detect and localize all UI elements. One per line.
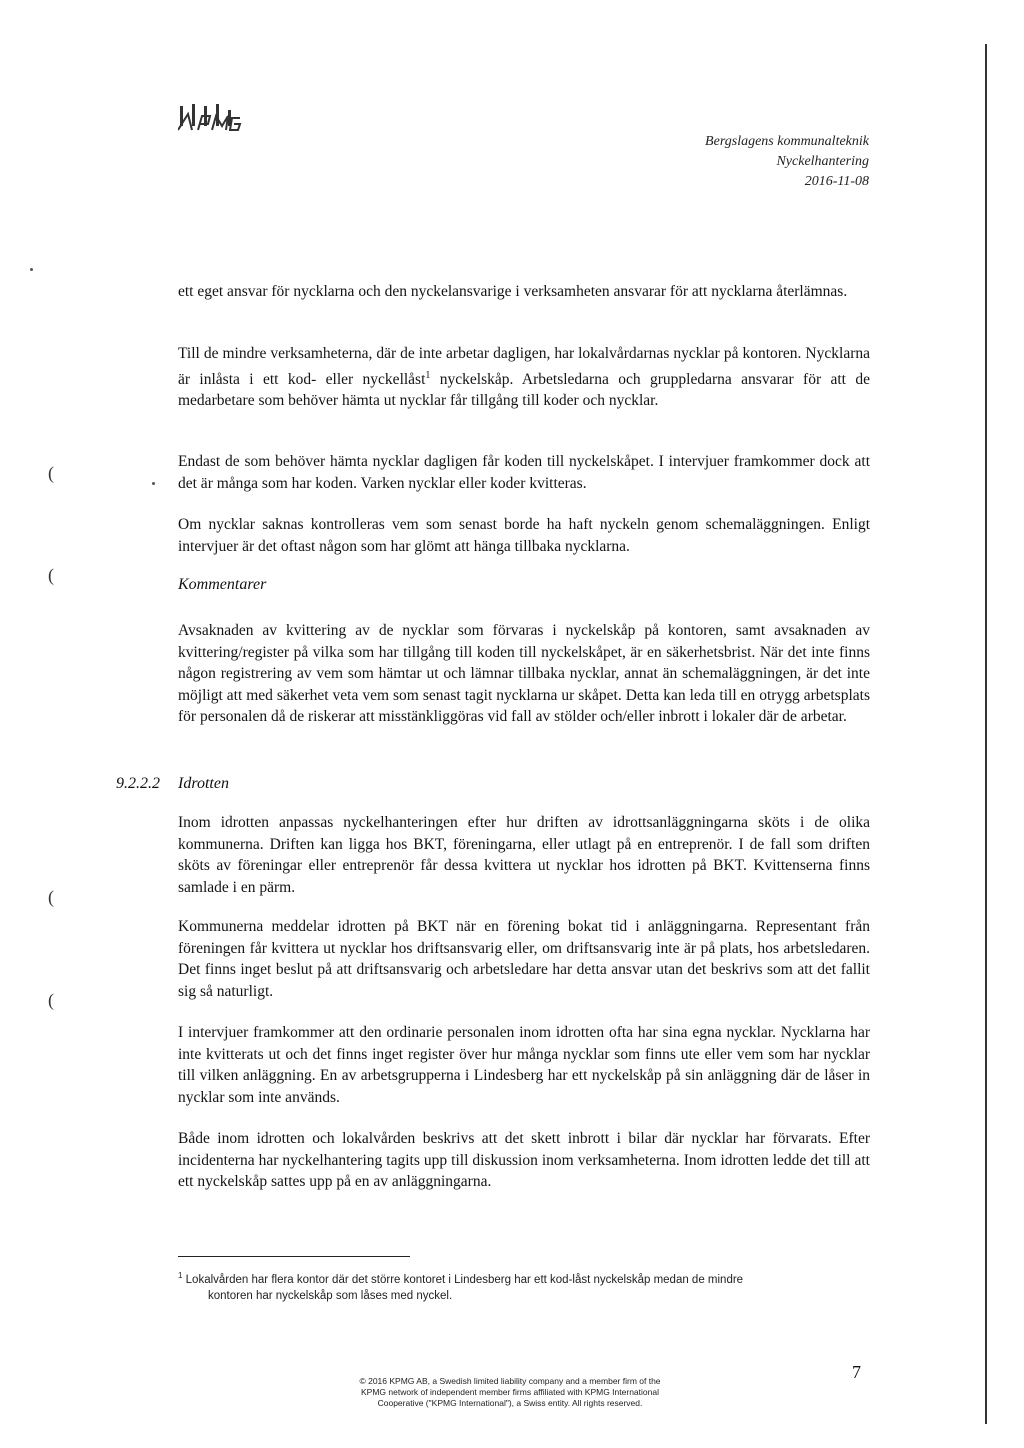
- paragraph: [178, 620, 870, 728]
- copyright-line: Cooperative ("KPMG International"), a Swiss entity. All rights reserved.: [377, 1398, 643, 1408]
- paragraph-text-part: Till de mindre verksamheterna, där de inte arbetar dagligen, har lokalvårdarnas nycklar på kontoren. Nycklarna är inlåsta i ett kod- eller nyckellåst: [178, 345, 870, 388]
- paragraph: [178, 1022, 870, 1108]
- margin-mark: (: [48, 887, 54, 907]
- section-number: 9.2.2.2: [116, 775, 160, 792]
- paragraph-text: Avsaknaden av kvittering av de nycklar som förvaras i nyckelskåp på kontoren, samt avsaknaden av kvittering/register på vilka som har tillgång till koden till nyckelskåpet, är en säkerhetsbrist. När det inte finns någon registrering av vem som hämtar ut och lämnar tillbaka nycklar, annat än schemaläggningen, är det inte möjligt att med säkerhet veta vem som senast tagit nycklarna ur skåpet. Detta kan leda till en otrygg arbetsplats för personalen då de riskerar att misstänkliggöras vid fall av stölder och/eller inbrott i lokaler där de arbetar.: [178, 622, 870, 726]
- header-date: 2016-11-08: [804, 174, 869, 189]
- paragraph: [178, 451, 870, 494]
- comments-heading: Kommentarer: [178, 576, 267, 593]
- footnote-text: Lokalvården har flera kontor där det större kontoret i Lindesberg har ett kod-låst nyckelskåp medan de mindre: [185, 1273, 744, 1286]
- paragraph-text-part: nyckelskåp. Arbetsledarna och gruppledarna ansvarar för att de medarbetare som behöver hämta ut nycklar får tillgång till koder och nycklar.: [178, 370, 871, 410]
- kpmg-logo: [178, 100, 258, 140]
- document-header: [569, 132, 869, 192]
- footnote-marker: 1: [178, 1271, 183, 1280]
- margin-mark: (: [48, 990, 54, 1010]
- copyright-notice: [320, 1376, 700, 1409]
- paragraph-text: Endast de som behöver hämta nycklar dagligen får koden till nyckelskåpet. I intervjuer framkommer dock att det är många som har koden. Varken nycklar eller koder kvitteras.: [178, 453, 870, 492]
- scan-speck: [30, 268, 33, 271]
- copyright-line: KPMG network of independent member firms affiliated with KPMG International: [361, 1387, 659, 1397]
- section-title: Idrotten: [178, 775, 229, 792]
- paragraph-text: Både inom idrotten och lokalvården beskrivs att det skett inbrott i bilar där nycklar har förvarats. Efter incidenterna har nyckelhantering tagits upp till diskussion inom verksamheterna. Inom idrotten ledde det till att ett nyckelskåp sattes upp på en av anläggningarna.: [178, 1130, 870, 1191]
- header-company: Bergslagens kommunalteknik: [705, 134, 869, 149]
- footnote-line: [178, 1268, 878, 1288]
- paragraph-text: ett eget ansvar för nycklarna och den nyckelansvarige i verksamheten ansvarar för att nycklarna återlämnas.: [178, 283, 848, 300]
- footnote-divider: [178, 1256, 410, 1257]
- page-number: 7: [852, 1362, 861, 1382]
- paragraph: [178, 1128, 870, 1193]
- footnote-line: kontoren har nyckelskåp som låses med nyckel.: [208, 1289, 453, 1302]
- paragraph: [178, 812, 870, 898]
- paragraph-text: Inom idrotten anpassas nyckelhanteringen efter hur driften av idrottsanläggningarna sköts i de olika kommunerna. Driften kan ligga hos BKT, föreningarna, eller utlagt på en entreprenör. I de fall som driften sköts av föreningar eller entreprenör får dessa kvittera ut nycklar hos idrotten på BKT. Kvittenserna finns samlade i en pärm.: [178, 814, 870, 896]
- paragraph: [178, 916, 870, 1002]
- paragraph-text: I intervjuer framkommer att den ordinarie personalen inom idrotten ofta har sina egna nycklar. Nycklarna har inte kvitterats ut och det finns inget register över hur många nycklar som finns ute eller vem som har nycklar till vilken anläggning. En av arbetsgrupperna i Lindesberg har ett nyckelskåp på sin anläggning där de låser in nycklar som inte används.: [178, 1024, 870, 1106]
- scan-edge-line: [985, 44, 987, 1424]
- copyright-line: © 2016 KPMG AB, a Swedish limited liability company and a member firm of the: [359, 1376, 661, 1386]
- paragraph: [178, 514, 870, 557]
- margin-mark: (: [48, 463, 54, 483]
- scan-speck: [152, 482, 155, 485]
- paragraph-text: Kommunerna meddelar idrotten på BKT när en förening bokat tid i anläggningarna. Representant från föreningen får kvittera ut nycklar hos driftsansvarig eller, om driftsansvarig inte är på plats, hos arbetsledaren. Det finns inget beslut på att driftsansvarig och arbetsledare har detta ansvar utan det beskrivs som att det fallit sig så naturligt.: [178, 918, 870, 1000]
- margin-mark: (: [48, 565, 54, 585]
- paragraph: [178, 343, 870, 412]
- paragraph-text: Om nycklar saknas kontrolleras vem som senast borde ha haft nyckeln genom schemaläggningen. Enligt intervjuer är det oftast någon som har glömt att hänga tillbaka nycklarna.: [178, 516, 870, 555]
- paragraph: [178, 281, 870, 303]
- paragraph-text: [178, 343, 870, 412]
- header-subject: Nyckelhantering: [776, 154, 869, 169]
- footnote: [178, 1268, 878, 1304]
- footnote-ref: 1: [425, 369, 431, 381]
